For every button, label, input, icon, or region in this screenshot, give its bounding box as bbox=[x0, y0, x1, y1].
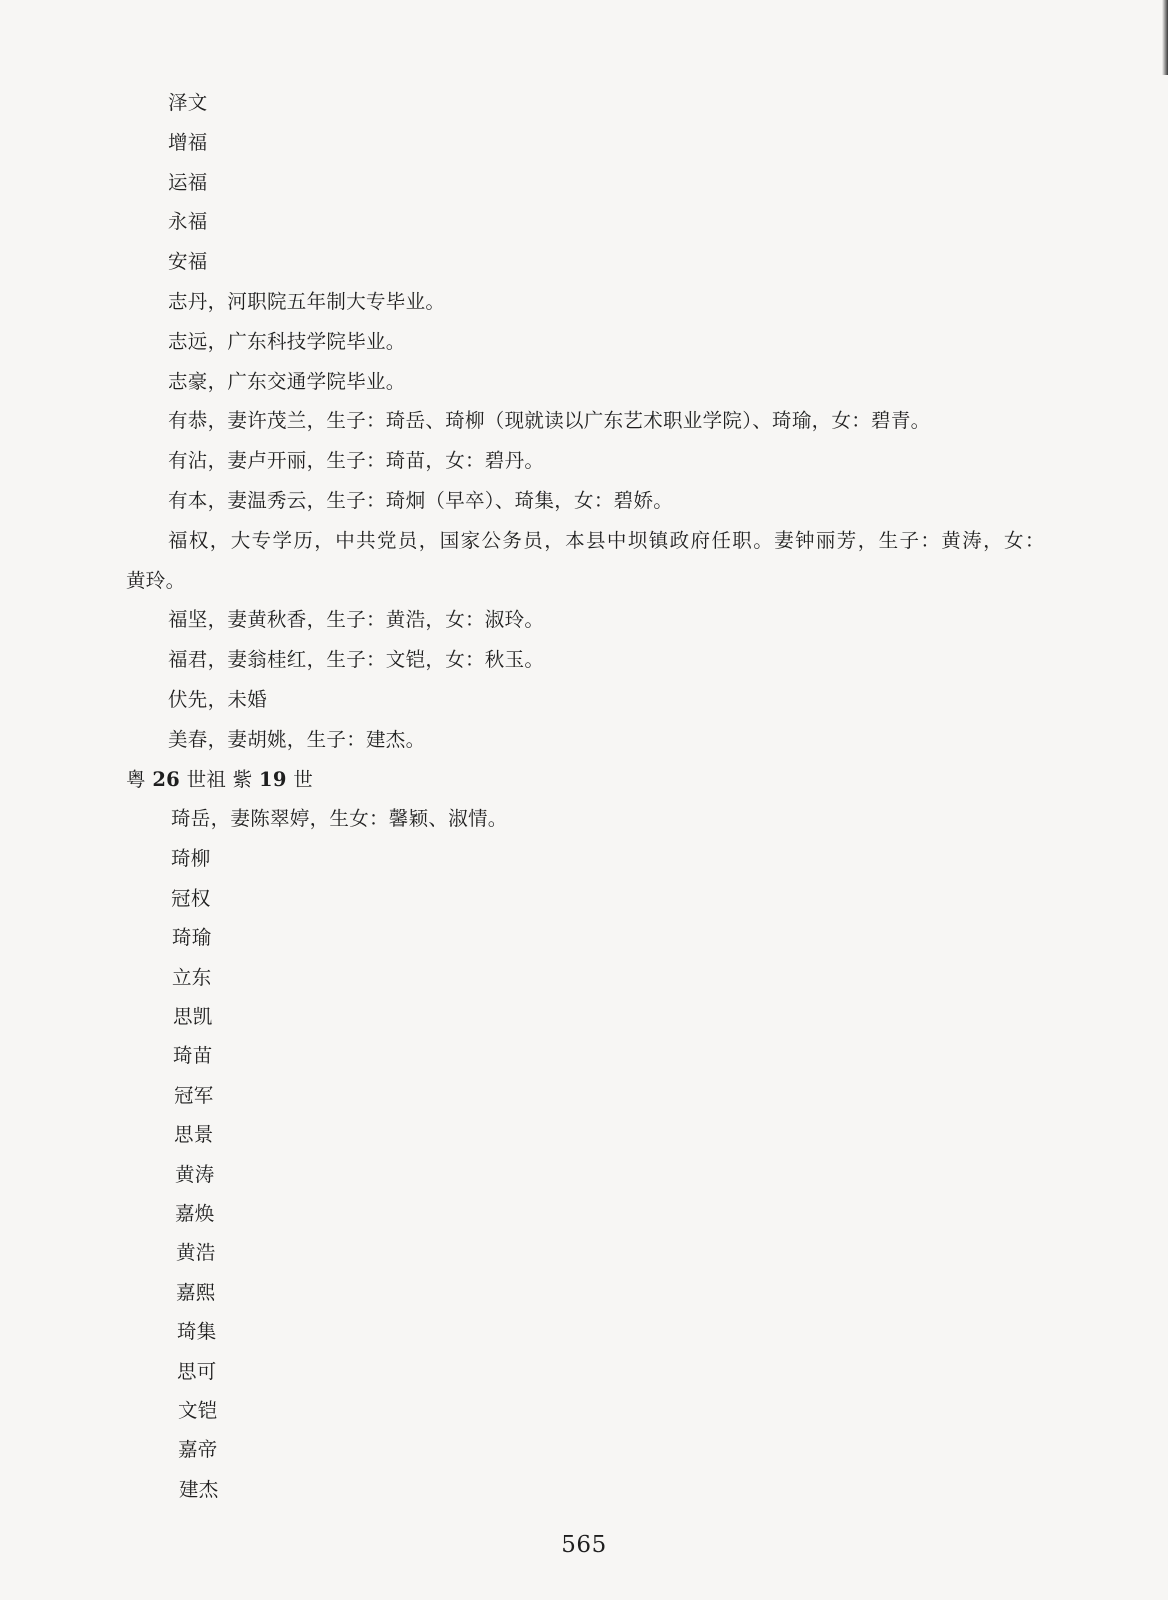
entry-line: 冠权 bbox=[171, 887, 211, 910]
heading-mid: 世祖 紫 bbox=[186, 768, 253, 791]
entry-line: 琦岳，妻陈翠婷，生女：馨颖、淑情。 bbox=[171, 807, 508, 830]
entry-line: 志丹，河职院五年制大专毕业。 bbox=[168, 290, 446, 313]
entry-line: 志豪，广东交通学院毕业。 bbox=[168, 370, 406, 393]
entry-line: 泽文 bbox=[168, 91, 208, 114]
entry-line: 琦苗 bbox=[173, 1044, 213, 1067]
entry-line: 思景 bbox=[174, 1123, 214, 1146]
entry-line: 福君，妻翁桂红，生子：文铠，女：秋玉。 bbox=[168, 648, 545, 671]
entry-line: 有本，妻温秀云，生子：琦炯（早卒）、琦集，女：碧娇。 bbox=[168, 489, 674, 512]
entry-line-continuation: 黄玲。 bbox=[126, 569, 186, 592]
heading-prefix: 粤 bbox=[126, 768, 146, 791]
entry-line: 思可 bbox=[177, 1360, 217, 1383]
entry-line: 冠军 bbox=[174, 1084, 214, 1107]
entry-line: 嘉熙 bbox=[176, 1281, 216, 1304]
entry-line: 安福 bbox=[168, 250, 208, 273]
entry-line: 琦柳 bbox=[171, 847, 211, 870]
generation-heading bbox=[126, 767, 313, 793]
entry-line: 思凯 bbox=[173, 1005, 213, 1028]
entry-line: 福坚，妻黄秋香，生子：黄浩，女：淑玲。 bbox=[168, 608, 545, 631]
entry-line: 黄涛 bbox=[175, 1163, 215, 1186]
heading-generation-number: 26 bbox=[152, 768, 181, 791]
entry-line: 嘉帝 bbox=[178, 1438, 218, 1461]
entry-line: 文铠 bbox=[178, 1399, 218, 1422]
entry-line: 伏先，未婚 bbox=[168, 688, 268, 711]
scan-edge-shadow bbox=[1162, 0, 1168, 75]
entry-line: 增福 bbox=[168, 131, 208, 154]
entry-line: 立东 bbox=[172, 966, 212, 989]
entry-line: 运福 bbox=[168, 171, 208, 194]
entry-line: 美春，妻胡姚，生子：建杰。 bbox=[168, 728, 426, 751]
heading-suffix: 世 bbox=[293, 768, 314, 791]
entry-line: 有沾，妻卢开丽，生子：琦苗，女：碧丹。 bbox=[168, 449, 545, 472]
page-number: 565 bbox=[561, 1532, 607, 1558]
entry-line: 黄浩 bbox=[176, 1241, 216, 1264]
entry-line: 琦集 bbox=[177, 1320, 217, 1343]
entry-line: 有恭，妻许茂兰，生子：琦岳、琦柳（现就读以广东艺术职业学院）、琦瑜，女：碧青。 bbox=[168, 409, 931, 432]
entry-line: 嘉焕 bbox=[175, 1202, 215, 1225]
entry-line: 福权，大专学历，中共党员，国家公务员，本县中坝镇政府任职。妻钟丽芳，生子：黄涛，女： bbox=[168, 529, 1046, 552]
entry-line: 琦瑜 bbox=[172, 926, 212, 949]
entry-line: 永福 bbox=[168, 210, 208, 233]
entry-line: 建杰 bbox=[179, 1478, 219, 1501]
entry-line: 志远，广东科技学院毕业。 bbox=[168, 330, 406, 353]
heading-generation-number-2: 19 bbox=[258, 768, 287, 791]
